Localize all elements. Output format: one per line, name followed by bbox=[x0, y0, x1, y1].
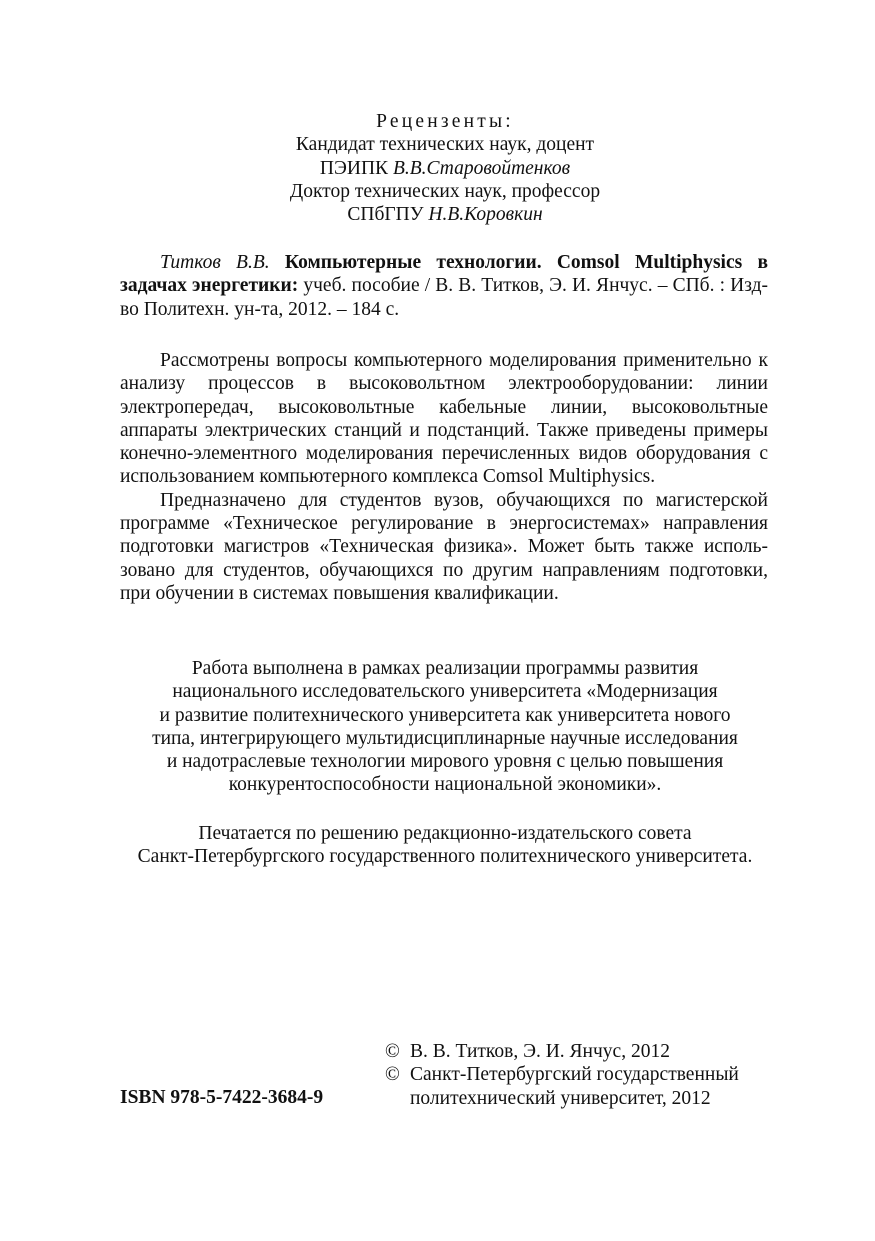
reviewers-block bbox=[120, 110, 770, 226]
copyright-icon: © bbox=[385, 1041, 400, 1062]
project-note-line: и развитие политехнического университета как университета нового bbox=[159, 704, 731, 726]
abstract-block bbox=[120, 349, 768, 605]
council-note-line: Печатается по решению редакционно-издательского совета bbox=[198, 823, 692, 844]
project-note bbox=[110, 657, 780, 797]
abstract-paragraph-2: Предназначено для студентов вузов, обучающихся по магистерской программе «Техническое регулирование в энергосистемах» направления подготовки магистров «Техническая физика». Может быть также использовано для студентов, обучающихся по другим направлениям подготовки, при обучении в системах повышения квалификации. bbox=[120, 489, 768, 604]
project-note-line: Работа выполнена в рамках реализации программы развития bbox=[191, 658, 699, 679]
copyright-authors bbox=[385, 1040, 785, 1063]
project-note-line: типа, интегрирующего мультидисциплинарные научные исследования bbox=[152, 727, 738, 749]
publishing-council-note bbox=[100, 822, 790, 869]
citation-details: учеб. пособие / В. В. Титков, Э. И. Янчус. – СПб. : Изд-во Политехн. ун-та, 2012. – 184 с. bbox=[120, 275, 768, 320]
copyright-icon: © bbox=[385, 1064, 400, 1086]
reviewer-2-name: Н.В.Коровкин bbox=[428, 204, 543, 226]
project-note-line: конкурентоспособности национальной экономики». bbox=[228, 774, 662, 796]
copyright-university bbox=[385, 1063, 785, 1110]
copyright-block bbox=[385, 1040, 785, 1110]
citation-author: Титков В.В. bbox=[160, 252, 270, 273]
reviewer-1-title: Кандидат технических наук, доцент bbox=[295, 134, 595, 156]
reviewer-2-org: СПбГПУ bbox=[347, 204, 424, 226]
reviewer-1-name: В.В.Старовойтенков bbox=[392, 157, 571, 179]
reviewer-1-line bbox=[120, 157, 770, 180]
isbn: ISBN 978-5-7422-3684-9 bbox=[120, 1087, 324, 1108]
council-note-line: Санкт-Петербургского государственного политехнического университета. bbox=[137, 846, 753, 868]
copyright-authors-text: В. В. Титков, Э. И. Янчус, 2012 bbox=[410, 1041, 670, 1062]
reviewer-1-org: ПЭИПК bbox=[319, 157, 389, 179]
project-note-line: и надотраслевые технологии мирового уровня с целью повышения bbox=[166, 751, 724, 773]
citation-title: Компьютерные технологии. Comsol Multiphysics в задачах энергетики: bbox=[120, 252, 768, 297]
project-note-line: национального исследовательского университета «Модернизация bbox=[172, 681, 718, 703]
abstract-paragraph-1: Рассмотрены вопросы компьютерного моделирования применительно к анализу процессов в высоковольтном электрооборудовании: линии электропередач, высоковольтные кабельные линии, высоковольтные аппараты электрических станций и подстанций. Также приведены примеры конечно-элементного моделирования перечисленных видов оборудования с использованием компьютерного комплекса Comsol Multiphysics. bbox=[120, 350, 768, 488]
bibliographic-citation bbox=[120, 251, 768, 321]
reviewers-heading: Рецензенты: bbox=[376, 111, 514, 132]
copyright-university-line-2: политехнический университет, 2012 bbox=[410, 1087, 711, 1109]
reviewer-2-title: Доктор технических наук, профессор bbox=[289, 180, 601, 202]
reviewer-2-line bbox=[120, 203, 770, 226]
copyright-university-line-1: Санкт-Петербургский государственный bbox=[410, 1064, 739, 1086]
